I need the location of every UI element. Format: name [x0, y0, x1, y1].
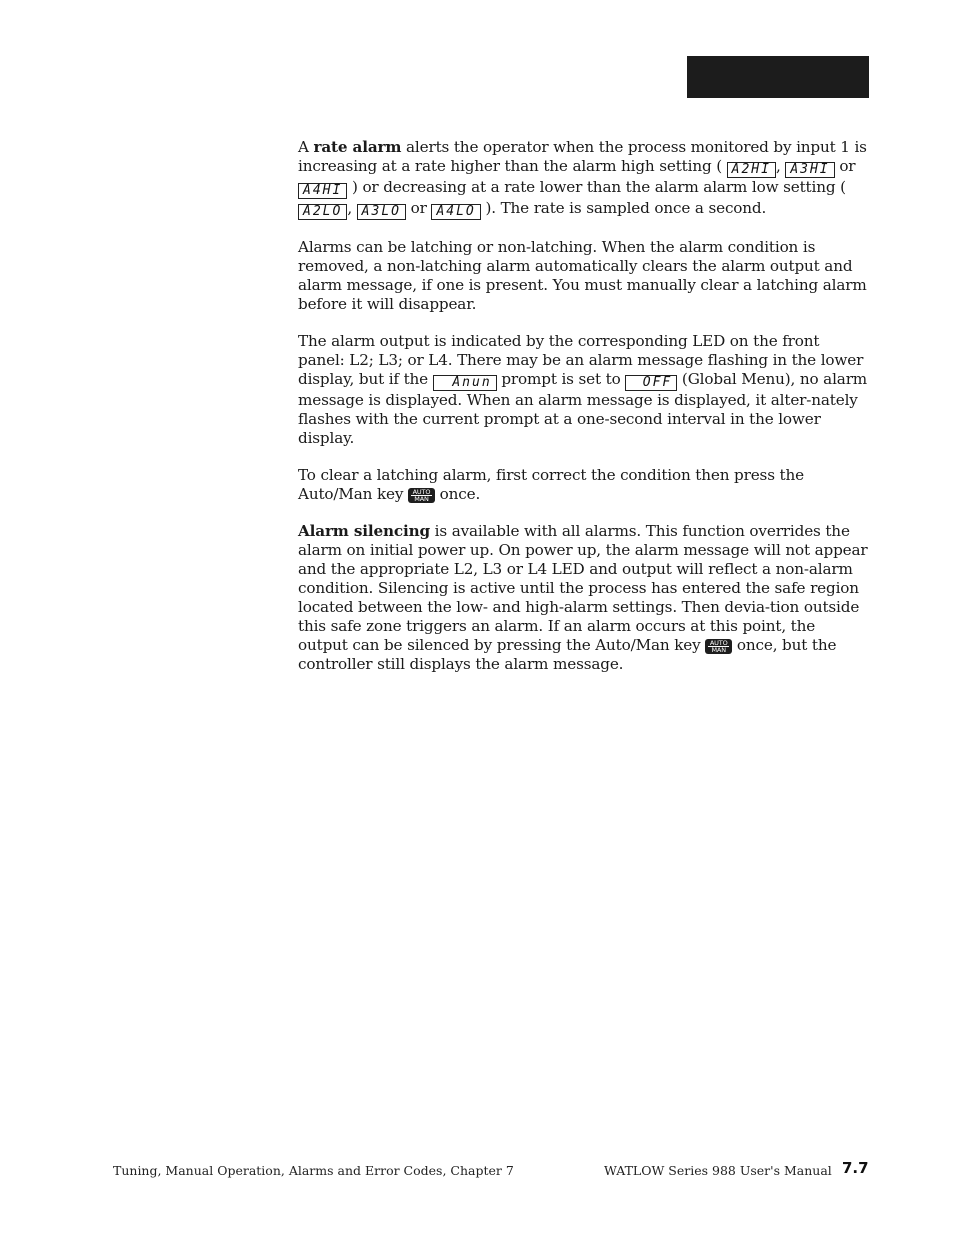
text-run: The alarm output is indicated by the corresponding LED on the front panel: L2; L3; or L4. There may be an alarm message flashing in the lower display, but if the [298, 332, 864, 388]
text-run: prompt is set to [496, 370, 626, 388]
lcd-a4hi: A4HI [298, 183, 347, 199]
text-run: is available with all alarms. This function overrides the alarm on initial power up. On power up, the alarm message will not appear and the appropriate L2, L3 or L4 LED and output will reflect a non-alarm condition. Silencing is active until the process has entered the safe region located between the low- and high-alarm settings. Then devia-tion outside this safe zone triggers an alarm. If an alarm occurs at this point, the output can be silenced by pressing the Auto/Man key [298, 522, 868, 654]
lcd-a2hi: A2HI [727, 162, 776, 178]
key-label-bottom: MAN [411, 495, 432, 503]
lcd-a4lo: A4LO [431, 204, 480, 220]
key-label-top: AUTO [709, 638, 728, 647]
lcd-a3lo: A3LO [357, 204, 406, 220]
lcd-a2lo: A2LO [298, 204, 347, 220]
text-run: , [775, 157, 786, 175]
chapter-header-tab [687, 56, 869, 98]
text-run: ). The rate is sampled once a second. [480, 199, 767, 217]
text-run: (Global Menu), no alarm message is displayed. When an alarm message is displayed, it alter-nately flashes with the current prompt at a one-second interval in the lower display. [298, 370, 868, 447]
lcd-off: OFF [625, 375, 677, 391]
text-run: once, but the controller still displays the alarm message. [298, 636, 837, 673]
paragraph-alarm-output [298, 332, 868, 448]
paragraph-clear-latching [298, 466, 868, 504]
paragraph-alarm-silencing [298, 522, 868, 674]
text-run: A [298, 138, 314, 156]
text-run: alerts the operator when the process monitored by input 1 is increasing at a rate higher than the alarm high setting ( [298, 138, 867, 175]
key-label-top: AUTO [412, 487, 431, 496]
text-run: once. [434, 485, 481, 503]
text-run: ) or decreasing at a rate lower than the alarm alarm low setting ( [347, 178, 846, 196]
body-text [298, 138, 868, 692]
text-run: , [347, 199, 357, 217]
term-rate-alarm: rate alarm [313, 138, 402, 156]
lcd-a3hi: A3HI [785, 162, 834, 178]
footer-manual-title: WATLOW Series 988 User's Manual [604, 1163, 832, 1178]
paragraph-latching: Alarms can be latching or non-latching. When the alarm condition is removed, a non-latching alarm automatically clears the alarm output and alarm message, if one is present. You must manually clear a latching alarm before it will disappear. [298, 238, 867, 313]
text-run: or [405, 199, 432, 217]
lcd-anun: Anun [433, 375, 497, 391]
paragraph-rate-alarm [298, 138, 868, 220]
auto-man-key-icon [705, 639, 732, 654]
auto-man-key-icon [408, 488, 435, 503]
text-run: To clear a latching alarm, first correct the condition then press the Auto/Man key [298, 466, 804, 503]
text-run: or [834, 157, 856, 175]
key-label-bottom: MAN [708, 646, 729, 654]
footer-chapter-title: Tuning, Manual Operation, Alarms and Error Codes, Chapter 7 [113, 1163, 514, 1178]
term-alarm-silencing: Alarm silencing [298, 522, 430, 540]
page-number: 7.7 [842, 1159, 869, 1177]
